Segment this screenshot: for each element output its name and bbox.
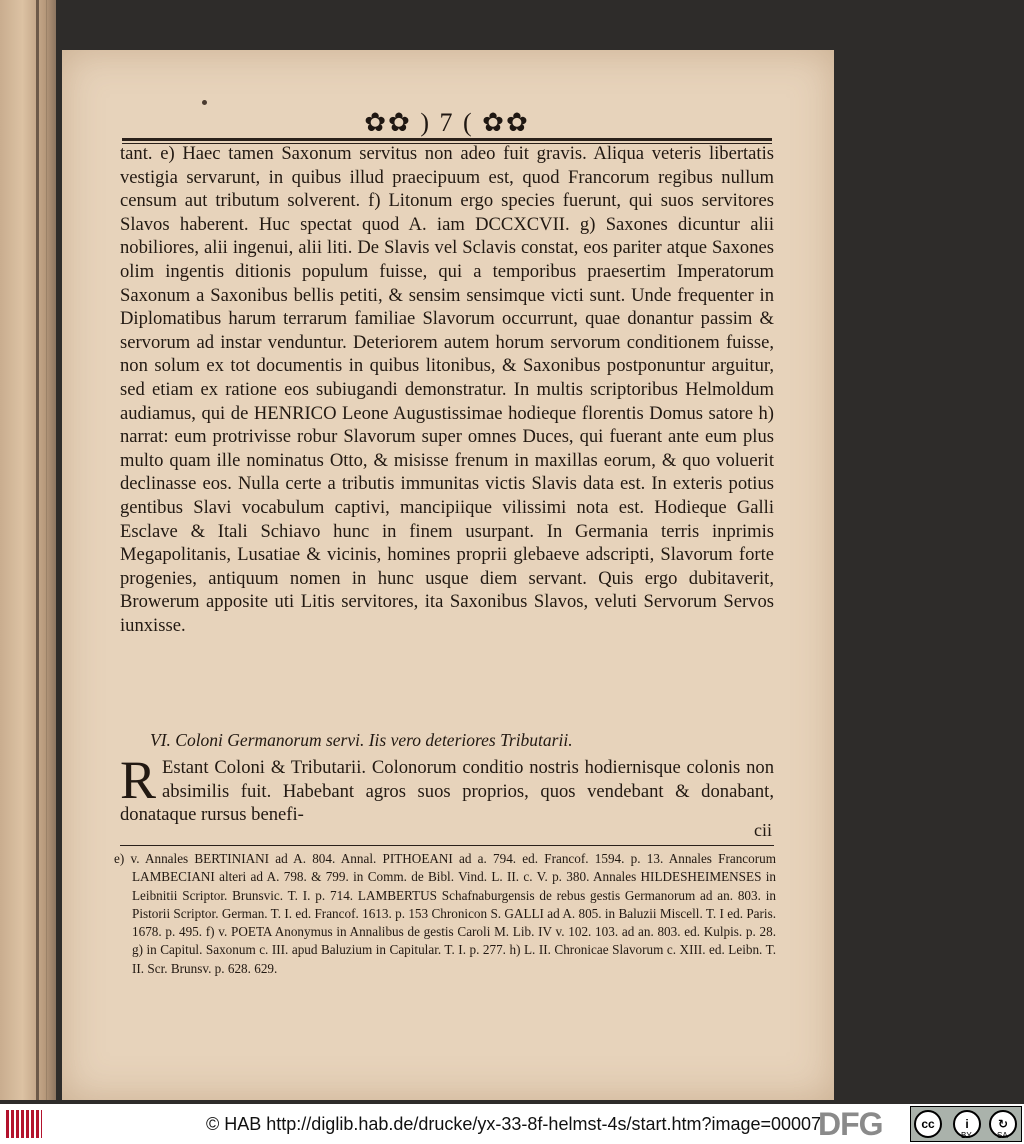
page-fold-line [46,0,47,1100]
cc-license-badge[interactable] [910,1106,1022,1142]
drop-capital: R [120,750,157,810]
cc-icon: cc [914,1110,942,1138]
footnote-text: e) v. Annales BERTINIANI ad A. 804. Annal. PITHOEANI ad a. 794. ed. Francof. 1594. p. 13. Annales Francorum LAMBECIANI alteri ad A. 798. & 799. in Comm. de Bibl. Vind. L. II. c. V. p. 380. Annales HILDESHEIMENSES in Leibnitii Scriptor. Brunsvic. T. I. p. 714. LAMBERTUS Schafnaburgensis de rebus gestis Germanorum ad an. 803. in Pistorii Scriptor. German. T. I. ed. Francof. 1613. p. 153 Chronicon S. GALLI ad A. 805. in Baluzii Miscell. T. I ed. Paris. 1678. p. 495. f) v. POETA Anonymus in Annalibus de gestis Caroli M. Lib. IV v. 102. 103. ad an. 803. ed. Kulpis. p. 28. g) in Capitul. Saxonum c. III. apud Baluzium in Capitular. T. I. p. 277. h) L. II. Chronicae Slavorum c. XIII. ed. Leibn. T. II. Scr. Brunsv. p. 628. 629. [114,851,776,976]
viewer-footer-bar [0,1104,1024,1144]
share-alike-icon: ↻ [989,1110,1017,1138]
page-fold-shadow [36,0,39,1100]
section-heading: VI. Coloni Germanorum servi. Iis vero deteriores Tributarii. [150,730,573,750]
sa-label: SA [997,1131,1008,1140]
dfg-logo: DFG [818,1106,883,1142]
section-body-text: Estant Coloni & Tributarii. Colonorum conditio nostris hodiernisque colonis non absimilis fuit. Habebant agros suos proprios, quos vendebant & donabant, donataque rursus benefi- [120,757,774,826]
page-number-header: ✿✿ ) 7 ( ✿✿ [364,108,530,137]
by-label: BY [961,1131,972,1140]
catchword: cii [754,820,772,840]
section-paragraph [120,750,774,827]
book-page [62,50,834,1100]
copyright-url[interactable]: © HAB http://diglib.hab.de/drucke/yx-33-8f-helmst-4s/start.htm?image=00007 [206,1114,822,1134]
attribution-icon: i [953,1110,981,1138]
ink-dot [202,100,207,105]
hab-barcode-logo [6,1110,42,1138]
footnote-rule [120,845,774,846]
main-paragraph: tant. e) Haec tamen Saxonum servitus non adeo fuit gravis. Aliqua veteris libertatis vestigia servarunt, in quibus illud praecipuum est, quod Francorum regibus nullum censum aut tributum solverent. f) Litonum ergo species fuerunt, qui suos servitores Slavos haberent. Huc spectat quod A. iam DCCXCVII. g) Saxones dicuntur alii nobiliores, alii ingenui, alii liti. De Slavis vel Sclavis constat, eos pariter atque Saxones olim ingentis ditionis populum fuisse, qui a temporibus praesertim Imperatorum Saxonum a Saxonibus bellis petiti, & sensim sensimque victi sunt. Unde frequenter in Diplomatibus harum terrarum familiae Slavorum occurrunt, quae donantur passim & servorum ad instar venduntur. Deteriorem autem horum servorum conditionem fuisse, non solum ex tot documentis in quibus litonibus, & Saxonibus postponuntur arguitur, sed etiam ex ratione eos subiugandi demonstratur. In multis scriptoribus Helmoldum audiamus, qui de HENRICO Leone Augustissimae hodieque florentis Domus satore h) narrat: eum protrivisse robur Slavorum super omnes Duces, qui fuerant ante eum plus multo quam ille nominatus Otto, & misisse frenum in maxillas eorum, & quo voluerit declinasse eos. Nulla certe a tributis immunitas victis Slavis data est. In exteris potius gentibus Slavi vocabulum captivi, mancipiique vilissimi nota est. Hodieque Galli Esclave & Itali Schiavo hunc in finem usurpant. In Germania terris inprimis Megapolitanis, Lusatiae & vicinis, homines proprii glebaeve adscripti, Slavorum forte progenies, antiquum nomen in hunc usque diem servant. Quis ergo dubitaverit, Browerum apposite uti Litis servitores, ita Saxonibus Slavos, veluti Servorum Servos iunxisse. [120,143,774,636]
previous-page-edge [0,0,56,1100]
footnotes [114,850,776,978]
main-text [120,142,774,637]
